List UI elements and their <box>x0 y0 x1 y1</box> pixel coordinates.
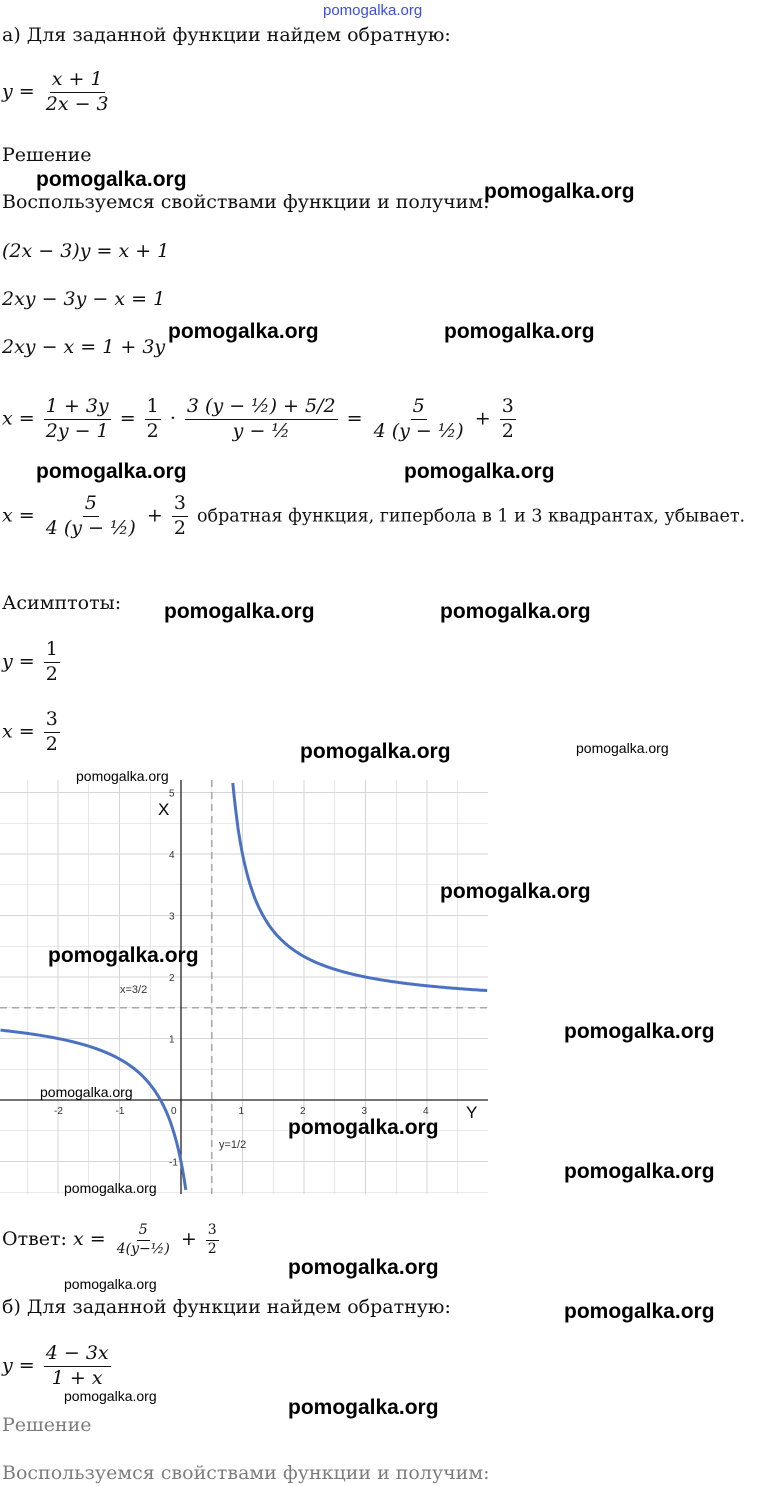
watermark: pomogalka.org <box>300 740 451 763</box>
formula-lhs: x = <box>73 1228 106 1250</box>
fraction <box>44 68 111 117</box>
numerator: 5 <box>411 395 427 420</box>
label-vertical-asymptote: y=1/2 <box>219 1139 247 1151</box>
part-a-answer <box>2 1222 222 1258</box>
formula-lhs: x = <box>2 407 35 430</box>
fraction <box>44 492 138 541</box>
fraction <box>185 395 338 444</box>
x-tick-label: -1 <box>115 1106 125 1117</box>
numerator: 4 − 3x <box>44 1342 111 1367</box>
watermark: pomogalka.org <box>440 880 591 903</box>
part-a-eq1: (2x − 3)y = x + 1 <box>2 240 170 262</box>
equals-sign: = <box>346 407 363 430</box>
plus-sign: + <box>474 407 491 430</box>
formula-lhs: y = <box>2 1354 35 1377</box>
x-tick-label: 0 <box>171 1106 177 1117</box>
formula-lhs: y = <box>2 80 35 103</box>
fraction <box>145 395 161 444</box>
part-a-heading: а) Для заданной функции найдем обратную: <box>2 24 451 46</box>
fraction <box>115 1222 172 1258</box>
watermark: pomogalka.org <box>40 1084 133 1100</box>
watermark: pomogalka.org <box>288 1396 439 1419</box>
label-horizontal-asymptote: x=3/2 <box>120 984 148 996</box>
part-b-solution-label: Решение <box>2 1414 92 1436</box>
numerator: 3 <box>500 395 516 420</box>
watermark: pomogalka.org <box>64 1388 157 1404</box>
x-tick-label: 1 <box>238 1106 245 1117</box>
watermark: pomogalka.org <box>440 600 591 623</box>
plus-sign: + <box>180 1228 197 1250</box>
watermark-top: pomogalka.org <box>323 2 423 19</box>
fraction <box>44 395 111 444</box>
x-tick-label: -2 <box>54 1106 63 1117</box>
watermark: pomogalka.org <box>576 740 669 756</box>
numerator: 3 <box>172 492 188 517</box>
denominator: 4 (y − ½) <box>45 516 136 539</box>
equals-sign: = <box>119 407 136 430</box>
x-tick-label: 2 <box>300 1106 306 1117</box>
part-a-result <box>2 492 745 541</box>
axis-letter-y: Y <box>466 1103 478 1122</box>
fraction <box>44 638 60 687</box>
formula-lhs: x = <box>2 720 35 743</box>
denominator: 2 <box>501 419 514 442</box>
part-a-method-text: Воспользуемся свойствами функции и получим: <box>2 191 490 213</box>
denominator: 2x − 3 <box>45 92 109 115</box>
asymptotes-label: Асимптоты: <box>2 592 122 614</box>
numerator: 5 <box>137 1222 150 1241</box>
numerator: 3 <box>206 1222 219 1241</box>
fraction <box>372 395 466 444</box>
denominator: 4(y−½) <box>116 1240 170 1257</box>
watermark: pomogalka.org <box>64 1180 157 1196</box>
watermark: pomogalka.org <box>76 768 169 784</box>
numerator: 1 + 3y <box>44 395 111 420</box>
fraction <box>206 1222 219 1258</box>
numerator: 5 <box>83 492 99 517</box>
part-b-heading: б) Для заданной функции найдем обратную: <box>2 1296 451 1318</box>
x-tick-label: 3 <box>361 1106 368 1117</box>
axis-letter-x: X <box>158 800 170 819</box>
denominator: 2 <box>173 516 186 539</box>
fraction <box>44 1342 111 1391</box>
denominator: 2 <box>146 419 159 442</box>
part-b-method-text: Воспользуемся свойствами функции и получим: <box>2 1462 490 1484</box>
fraction <box>44 708 60 757</box>
y-tick-label: 1 <box>169 1034 175 1046</box>
watermark: pomogalka.org <box>168 320 319 343</box>
denominator: 2y − 1 <box>45 419 109 442</box>
x-tick-label: 4 <box>423 1106 429 1117</box>
fraction <box>500 395 516 444</box>
watermark: pomogalka.org <box>444 320 595 343</box>
formula-lhs: x = <box>2 504 35 527</box>
fraction <box>172 492 188 541</box>
formula-lhs: y = <box>2 650 35 673</box>
denominator: 2 <box>45 732 58 755</box>
part-b-given-formula <box>2 1342 114 1391</box>
denominator: 2 <box>45 662 58 685</box>
numerator: x + 1 <box>50 68 105 93</box>
watermark: pomogalka.org <box>564 1160 715 1183</box>
numerator: 3 (y − ½) + 5/2 <box>185 395 338 420</box>
plus-sign: + <box>146 504 163 527</box>
part-a-eq4 <box>2 395 519 444</box>
watermark: pomogalka.org <box>564 1300 715 1323</box>
numerator: 1 <box>145 395 161 420</box>
watermark: pomogalka.org <box>36 168 187 191</box>
watermark: pomogalka.org <box>64 1276 157 1292</box>
part-a-eq3: 2xy − x = 1 + 3y <box>2 336 166 358</box>
hyperbola-branch-left <box>1 1030 186 1190</box>
denominator: y − ½ <box>232 419 290 442</box>
watermark: pomogalka.org <box>404 460 555 483</box>
y-tick-label: 5 <box>169 788 175 800</box>
part-a-eq2: 2xy − 3y − x = 1 <box>2 288 166 310</box>
y-tick-label: 3 <box>169 911 175 923</box>
answer-label: Ответ: <box>2 1228 67 1250</box>
y-tick-label: -1 <box>169 1157 178 1169</box>
denominator: 4 (y − ½) <box>373 419 464 442</box>
watermark: pomogalka.org <box>564 1020 715 1043</box>
result-comment: обратная функция, гипербола в 1 и 3 квадрантах, убывает. <box>197 506 746 527</box>
dot-operator: · <box>169 407 176 430</box>
asymptote-x <box>2 708 63 757</box>
part-a-given-formula <box>2 68 114 117</box>
y-tick-label: 4 <box>169 850 175 861</box>
part-a-solution-label: Решение <box>2 144 92 166</box>
watermark: pomogalka.org <box>288 1256 439 1279</box>
asymptote-y <box>2 638 63 687</box>
watermark: pomogalka.org <box>48 944 199 967</box>
numerator: 3 <box>44 708 60 733</box>
watermark: pomogalka.org <box>36 460 187 483</box>
numerator: 1 <box>44 638 60 663</box>
watermark: pomogalka.org <box>288 1116 439 1139</box>
y-tick-label: 2 <box>169 973 175 984</box>
denominator: 1 + x <box>51 1366 103 1389</box>
watermark: pomogalka.org <box>484 180 635 203</box>
watermark: pomogalka.org <box>164 600 315 623</box>
denominator: 2 <box>207 1240 217 1257</box>
